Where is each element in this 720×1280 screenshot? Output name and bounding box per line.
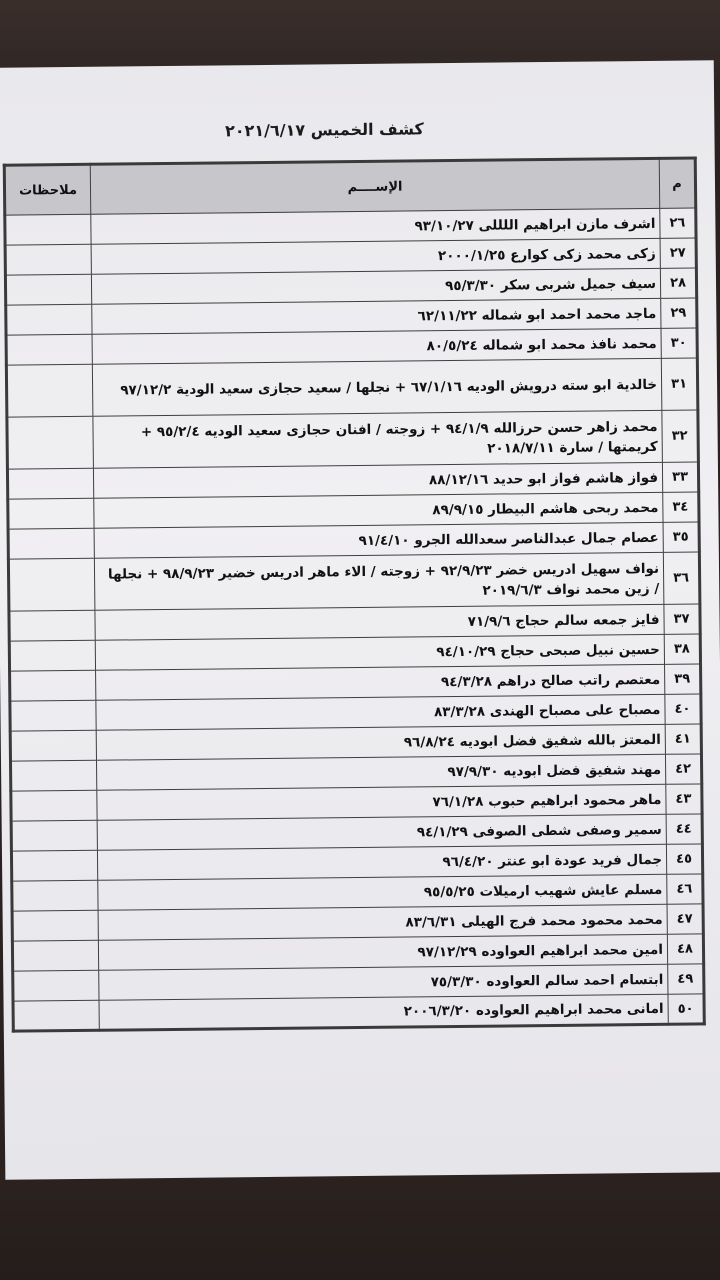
- row-number: ٣٩: [665, 664, 701, 694]
- row-notes: [11, 820, 97, 851]
- row-notes: [10, 730, 96, 761]
- row-number: ٣٣: [662, 462, 698, 492]
- row-name: زكى محمد زكى كوارع ٢٠٠٠/١/٢٥: [91, 238, 660, 274]
- row-number: ٢٩: [661, 298, 697, 328]
- row-number: ٢٦: [660, 208, 696, 238]
- row-name: عصام جمال عبدالناصر سعدالله الجرو ٩١/٤/١٠: [94, 522, 663, 558]
- row-name: فواز هاشم فواز ابو حديد ٨٨/١٢/١٦: [93, 462, 662, 498]
- row-number: ٤٤: [666, 814, 702, 844]
- row-name: ماجد محمد احمد ابو شماله ٦٢/١١/٢٢: [92, 298, 661, 334]
- row-notes: [12, 940, 98, 971]
- row-name: سمير وصفى شطى الصوفى ٩٤/١/٢٩: [97, 814, 666, 850]
- row-number: ٤٨: [667, 934, 703, 964]
- row-number: ٤٦: [667, 874, 703, 904]
- names-table: [3, 156, 706, 1032]
- row-number: ٣١: [661, 358, 698, 410]
- row-number: ٤٧: [667, 904, 703, 934]
- row-number: ٢٨: [660, 268, 696, 298]
- row-name: ماهر محمود ابراهيم حبوب ٧٦/١/٢٨: [97, 784, 666, 820]
- row-notes: [5, 274, 91, 305]
- row-notes: [10, 760, 96, 791]
- row-number: ٥٠: [668, 994, 704, 1024]
- row-name: محمد ربحى هاشم البيطار ٨٩/٩/١٥: [94, 492, 663, 528]
- background-surface-bottom: [0, 1170, 720, 1280]
- row-notes: [5, 244, 91, 275]
- document-title: كشف الخميس ٢٠٢١/٦/١٧: [224, 119, 424, 141]
- row-name: فايز جمعه سالم حجاج ٧١/٩/٦: [95, 604, 664, 640]
- row-name: المعتز بالله شفيق فضل ابوديه ٩٦/٨/٢٤: [96, 724, 665, 760]
- row-notes: [13, 1000, 99, 1031]
- row-notes: [8, 558, 95, 611]
- row-number: ٣٨: [664, 634, 700, 664]
- row-name: جمال فريد عودة ابو عنتر ٩٦/٤/٢٠: [97, 844, 666, 880]
- row-number: ٣٤: [663, 492, 699, 522]
- row-number: ٣٦: [663, 552, 700, 604]
- row-name: معتصم راتب صالح دراهم ٩٤/٣/٢٨: [96, 664, 665, 700]
- row-number: ٤٩: [668, 964, 704, 994]
- row-name: اشرف مازن ابراهيم اللللى ٩٣/١٠/٢٧: [91, 208, 660, 244]
- row-name: مسلم عايش شهيب ارميلات ٩٥/٥/٢٥: [98, 874, 667, 910]
- row-notes: [7, 416, 94, 469]
- row-notes: [6, 334, 92, 365]
- row-number: ٤١: [665, 724, 701, 754]
- table-row: [8, 552, 700, 611]
- header-name: الإســــم: [90, 158, 659, 214]
- row-notes: [5, 214, 91, 245]
- row-name: مصباح على مصباح الهندى ٨٣/٣/٢٨: [96, 694, 665, 730]
- row-notes: [12, 880, 98, 911]
- row-notes: [8, 528, 94, 559]
- row-notes: [11, 850, 97, 881]
- row-notes: [11, 790, 97, 821]
- table-row: [13, 994, 704, 1031]
- table-body: [5, 208, 705, 1031]
- row-name: سيف جميل شربى سكر ٩٥/٣/٣٠: [91, 268, 660, 304]
- row-name: امين محمد ابراهيم العواوده ٩٧/١٢/٢٩: [98, 934, 667, 970]
- row-number: ٣٥: [663, 522, 699, 552]
- row-notes: [12, 910, 98, 941]
- row-name: خالدية ابو سته درويش الوديه ٦٧/١/١٦ + نجلها / سعيد حجازى سعيد الودية ٩٧/١٢/٢: [92, 358, 662, 416]
- row-number: ٣٢: [662, 410, 699, 462]
- row-notes: [6, 364, 93, 417]
- row-notes: [10, 670, 96, 701]
- table-header-row: [4, 158, 695, 215]
- row-name: حسين نبيل صبحى حجاج ٩٤/١٠/٢٩: [95, 634, 664, 670]
- row-notes: [9, 640, 95, 671]
- row-name: امانى محمد ابراهيم العواوده ٢٠٠٦/٣/٢٠: [99, 994, 668, 1030]
- row-number: ٤٥: [666, 844, 702, 874]
- row-name: مهند شفيق فضل ابوديه ٩٧/٩/٣٠: [96, 754, 665, 790]
- row-number: ٤٣: [666, 784, 702, 814]
- table-row: [7, 410, 699, 469]
- row-notes: [6, 304, 92, 335]
- row-number: ٢٧: [660, 238, 696, 268]
- paper-sheet: [0, 60, 720, 1179]
- row-number: ٣٧: [664, 604, 700, 634]
- row-number: ٤٠: [665, 694, 701, 724]
- row-notes: [7, 468, 93, 499]
- row-name: ابتسام احمد سالم العواوده ٧٥/٣/٣٠: [99, 964, 668, 1000]
- row-number: ٣٠: [661, 328, 697, 358]
- table-row: [6, 358, 698, 417]
- header-notes: ملاحظات: [4, 164, 91, 215]
- row-notes: [8, 498, 94, 529]
- row-name: محمد زاهر حسن حرزالله ٩٤/١/٩ + زوجته / افنان حجازى سعيد الوديه ٩٥/٢/٤ + كريمتها / سارة ٢٠١٨/٧/١١: [93, 410, 663, 468]
- row-number: ٤٢: [665, 754, 701, 784]
- row-name: نواف سهيل ادريس خضر ٩٢/٩/٢٣ + زوجته / الاء ماهر ادريس خضير ٩٨/٩/٢٣ + نجلها / زين محمد نواف ٢٠١٩/٦/٣: [94, 552, 664, 610]
- row-notes: [10, 700, 96, 731]
- row-name: محمد محمود محمد فرج الهيلى ٨٣/٦/٣١: [98, 904, 667, 940]
- row-name: محمد نافذ محمد ابو شماله ٨٠/٥/٢٤: [92, 328, 661, 364]
- row-notes: [9, 610, 95, 641]
- row-notes: [13, 970, 99, 1001]
- header-number: م: [659, 158, 696, 208]
